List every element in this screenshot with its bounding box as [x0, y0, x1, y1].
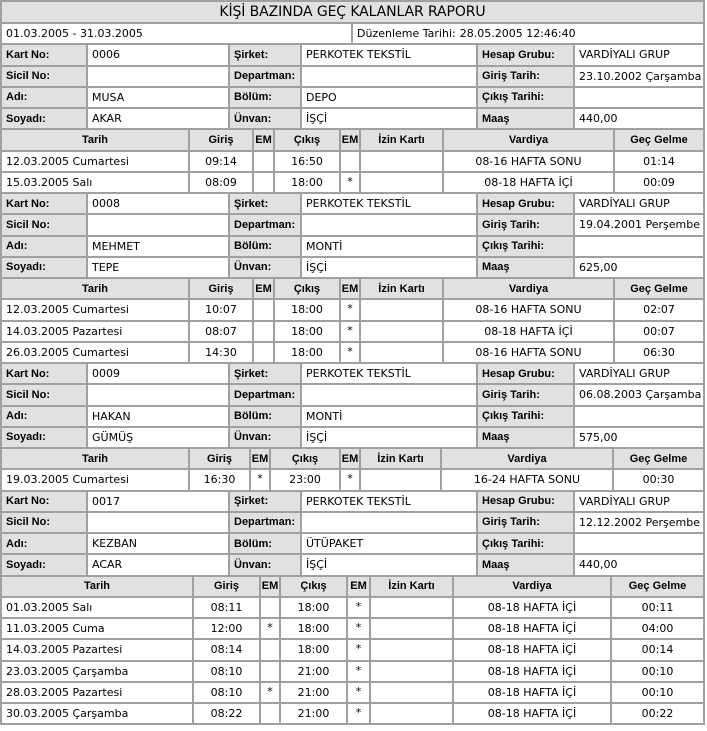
record-check-out-em: * [348, 662, 369, 681]
record-check-in-em [254, 322, 273, 341]
attendance-row [2, 619, 703, 638]
kart-no-label: Kart No: [2, 194, 86, 213]
attendance-header-row [2, 130, 703, 149]
record-check-out-em: * [341, 173, 359, 192]
column-header-tarih: Tarih [2, 130, 188, 149]
adi-value: KEZBAN [88, 534, 228, 553]
hesap-grubu-value: VARDİYALI GRUP [575, 492, 703, 511]
hesap-grubu-label: Hesap Grubu: [478, 364, 573, 383]
record-late-duration: 06:30 [615, 343, 703, 362]
departman-value [302, 67, 476, 86]
sicil-no-value [88, 385, 228, 404]
column-header-gec-gelme: Geç Gelme [614, 449, 703, 468]
record-check-out: 18:00 [281, 619, 346, 638]
record-shift: 08-16 HAFTA SONU [444, 300, 613, 319]
column-header-giris: Giriş [190, 130, 252, 149]
record-date: 01.03.2005 Salı [2, 598, 192, 617]
maas-label: Maaş [478, 109, 573, 128]
employee-info-row [2, 67, 703, 86]
column-header-tarih: Tarih [2, 449, 188, 468]
cikis-tarihi-value [575, 88, 703, 107]
attendance-row [2, 683, 703, 702]
cikis-tarihi-value [575, 534, 703, 553]
hesap-grubu-value: VARDİYALI GRUP [575, 45, 703, 64]
sicil-no-label: Sicil No: [2, 215, 86, 234]
record-check-in-em [261, 704, 279, 723]
unvan-label: Ünvan: [230, 555, 300, 574]
record-check-out: 23:00 [271, 470, 339, 489]
record-check-in-em [254, 300, 273, 319]
record-late-duration: 00:10 [612, 683, 703, 702]
record-check-in: 08:14 [194, 640, 259, 659]
employee-info-row [2, 428, 703, 447]
giris-tarihi-label: Giriş Tarih: [478, 385, 573, 404]
record-check-in: 09:14 [190, 152, 252, 171]
kart-no-label: Kart No: [2, 364, 86, 383]
record-date: 12.03.2005 Cumartesi [2, 152, 188, 171]
giris-tarihi-value: 06.08.2003 Çarşamba [575, 385, 703, 404]
record-check-in: 08:10 [194, 683, 259, 702]
cikis-tarihi-value [575, 407, 703, 426]
adi-label: Adı: [2, 88, 86, 107]
record-check-out: 16:50 [275, 152, 339, 171]
record-late-duration: 01:14 [615, 152, 703, 171]
column-header-cikis-em: EM [348, 577, 369, 596]
attendance-row [2, 640, 703, 659]
bolum-value: ÜTÜPAKET [302, 534, 476, 553]
giris-tarihi-value: 12.12.2002 Perşembe [575, 513, 703, 532]
report-generated-value: 28.05.2005 12:46:40 [459, 27, 576, 41]
record-date: 23.03.2005 Çarşamba [2, 662, 192, 681]
record-check-in-em [261, 662, 279, 681]
record-check-out-em: * [341, 470, 359, 489]
column-header-cikis-em: EM [341, 279, 359, 298]
record-permit-card [361, 470, 440, 489]
record-shift: 16-24 HAFTA SONU [442, 470, 612, 489]
column-header-giris-em: EM [251, 449, 269, 468]
record-check-out-em: * [348, 619, 369, 638]
sirket-label: Şirket: [230, 194, 300, 213]
maas-value: 625,00 [575, 258, 703, 277]
record-permit-card [371, 640, 452, 659]
record-permit-card [371, 598, 452, 617]
report-date-range: 01.03.2005 - 31.03.2005 [2, 24, 351, 43]
cikis-tarihi-label: Çıkış Tarihi: [478, 407, 573, 426]
hesap-grubu-value: VARDİYALI GRUP [575, 364, 703, 383]
soyadi-label: Soyadı: [2, 555, 86, 574]
employee-info-row [2, 385, 703, 404]
column-header-izin-karti: İzin Kartı [361, 449, 440, 468]
column-header-cikis-em: EM [341, 449, 359, 468]
record-check-in: 14:30 [190, 343, 252, 362]
record-late-duration: 00:07 [615, 322, 703, 341]
column-header-izin-karti: İzin Kartı [361, 279, 442, 298]
kart-no-value: 0006 [88, 45, 228, 64]
maas-label: Maaş [478, 428, 573, 447]
record-check-out-em: * [348, 704, 369, 723]
departman-value [302, 385, 476, 404]
record-check-in-em: * [251, 470, 269, 489]
record-check-out: 18:00 [275, 300, 339, 319]
adi-value: MEHMET [88, 237, 228, 256]
record-date: 14.03.2005 Pazartesi [2, 322, 188, 341]
record-check-out: 21:00 [281, 704, 346, 723]
record-check-in: 08:11 [194, 598, 259, 617]
record-check-in: 16:30 [190, 470, 249, 489]
record-late-duration: 02:07 [615, 300, 703, 319]
column-header-vardiya: Vardiya [442, 449, 612, 468]
report-generated [353, 24, 703, 43]
column-header-gec-gelme: Geç Gelme [612, 577, 703, 596]
column-header-tarih: Tarih [2, 279, 188, 298]
employee-info-row [2, 45, 703, 64]
record-permit-card [371, 662, 452, 681]
giris-tarihi-value: 19.04.2001 Perşembe [575, 215, 703, 234]
cikis-tarihi-value [575, 237, 703, 256]
record-date: 11.03.2005 Cuma [2, 619, 192, 638]
record-check-in-em [254, 173, 273, 192]
kart-no-label: Kart No: [2, 492, 86, 511]
employee-info-row [2, 534, 703, 553]
employee-info-row [2, 407, 703, 426]
record-check-in-em [261, 640, 279, 659]
employee-info-row [2, 258, 703, 277]
record-date: 28.03.2005 Pazartesi [2, 683, 192, 702]
maas-value: 440,00 [575, 555, 703, 574]
departman-label: Departman: [230, 215, 300, 234]
record-date: 12.03.2005 Cumartesi [2, 300, 188, 319]
hesap-grubu-label: Hesap Grubu: [478, 492, 573, 511]
record-check-out-em: * [341, 300, 359, 319]
column-header-vardiya: Vardiya [444, 279, 613, 298]
sicil-no-label: Sicil No: [2, 67, 86, 86]
soyadi-label: Soyadı: [2, 258, 86, 277]
soyadi-label: Soyadı: [2, 109, 86, 128]
column-header-vardiya: Vardiya [444, 130, 613, 149]
attendance-row [2, 343, 703, 362]
sicil-no-value [88, 215, 228, 234]
record-check-in-em: * [261, 619, 279, 638]
sicil-no-label: Sicil No: [2, 513, 86, 532]
column-header-tarih: Tarih [2, 577, 192, 596]
record-check-in: 08:07 [190, 322, 252, 341]
record-late-duration: 00:14 [612, 640, 703, 659]
attendance-row [2, 598, 703, 617]
employee-info-row [2, 513, 703, 532]
record-shift: 08-18 HAFTA İÇİ [444, 322, 613, 341]
bolum-value: MONTİ [302, 407, 476, 426]
unvan-value: İŞÇİ [302, 258, 476, 277]
soyadi-label: Soyadı: [2, 428, 86, 447]
hesap-grubu-label: Hesap Grubu: [478, 194, 573, 213]
column-header-giris: Giriş [190, 279, 252, 298]
sicil-no-label: Sicil No: [2, 385, 86, 404]
soyadi-value: GÜMÜŞ [88, 428, 228, 447]
record-check-in-em [254, 152, 273, 171]
departman-label: Departman: [230, 67, 300, 86]
record-shift: 08-18 HAFTA İÇİ [454, 704, 610, 723]
maas-label: Maaş [478, 258, 573, 277]
departman-value [302, 215, 476, 234]
attendance-row [2, 704, 703, 723]
record-check-in: 08:09 [190, 173, 252, 192]
giris-tarihi-label: Giriş Tarih: [478, 513, 573, 532]
attendance-row [2, 173, 703, 192]
record-check-in: 08:22 [194, 704, 259, 723]
employee-info-row [2, 88, 703, 107]
giris-tarihi-label: Giriş Tarih: [478, 67, 573, 86]
adi-value: HAKAN [88, 407, 228, 426]
record-check-in-em: * [261, 683, 279, 702]
cikis-tarihi-label: Çıkış Tarihi: [478, 534, 573, 553]
column-header-izin-karti: İzin Kartı [361, 130, 442, 149]
record-check-out-em [341, 152, 359, 171]
record-check-in-em [261, 598, 279, 617]
record-permit-card [361, 343, 442, 362]
bolum-label: Bölüm: [230, 237, 300, 256]
soyadi-value: ACAR [88, 555, 228, 574]
report-meta-row [2, 24, 703, 43]
employee-info-row [2, 492, 703, 511]
record-permit-card [371, 704, 452, 723]
maas-value: 440,00 [575, 109, 703, 128]
departman-value [302, 513, 476, 532]
departman-label: Departman: [230, 513, 300, 532]
soyadi-value: AKAR [88, 109, 228, 128]
record-late-duration: 00:11 [612, 598, 703, 617]
hesap-grubu-label: Hesap Grubu: [478, 45, 573, 64]
attendance-row [2, 152, 703, 171]
column-header-cikis: Çıkış [271, 449, 339, 468]
record-date: 15.03.2005 Salı [2, 173, 188, 192]
column-header-giris: Giriş [190, 449, 249, 468]
record-shift: 08-18 HAFTA İÇİ [454, 640, 610, 659]
sicil-no-value [88, 67, 228, 86]
record-late-duration: 00:09 [615, 173, 703, 192]
giris-tarihi-label: Giriş Tarih: [478, 215, 573, 234]
column-header-giris-em: EM [254, 130, 273, 149]
bolum-label: Bölüm: [230, 88, 300, 107]
record-permit-card [361, 300, 442, 319]
record-check-out-em: * [348, 598, 369, 617]
record-check-out: 18:00 [281, 640, 346, 659]
adi-label: Adı: [2, 534, 86, 553]
record-check-out-em: * [341, 322, 359, 341]
report-title-row [2, 2, 703, 22]
record-shift: 08-18 HAFTA İÇİ [454, 683, 610, 702]
employee-info-row [2, 555, 703, 574]
employee-info-row [2, 194, 703, 213]
column-header-cikis: Çıkış [275, 279, 339, 298]
bolum-label: Bölüm: [230, 534, 300, 553]
record-permit-card [361, 152, 442, 171]
record-permit-card [361, 322, 442, 341]
record-late-duration: 00:22 [612, 704, 703, 723]
sirket-label: Şirket: [230, 45, 300, 64]
attendance-header-row [2, 449, 703, 468]
column-header-gec-gelme: Geç Gelme [615, 279, 703, 298]
record-shift: 08-18 HAFTA İÇİ [454, 662, 610, 681]
record-check-out: 21:00 [281, 683, 346, 702]
record-date: 14.03.2005 Pazartesi [2, 640, 192, 659]
employee-info-row [2, 237, 703, 256]
record-check-out: 21:00 [281, 662, 346, 681]
bolum-value: MONTİ [302, 237, 476, 256]
adi-value: MUSA [88, 88, 228, 107]
soyadi-value: TEPE [88, 258, 228, 277]
column-header-gec-gelme: Geç Gelme [615, 130, 703, 149]
unvan-label: Ünvan: [230, 109, 300, 128]
record-check-out-em: * [348, 640, 369, 659]
unvan-value: İŞÇİ [302, 555, 476, 574]
sirket-label: Şirket: [230, 364, 300, 383]
column-header-giris-em: EM [261, 577, 279, 596]
report-title: KİŞİ BAZINDA GEÇ KALANLAR RAPORU [2, 2, 703, 22]
column-header-giris-em: EM [254, 279, 273, 298]
adi-label: Adı: [2, 407, 86, 426]
record-date: 26.03.2005 Cumartesi [2, 343, 188, 362]
record-shift: 08-16 HAFTA SONU [444, 343, 613, 362]
cikis-tarihi-label: Çıkış Tarihi: [478, 88, 573, 107]
departman-label: Departman: [230, 385, 300, 404]
record-permit-card [371, 683, 452, 702]
attendance-row [2, 470, 703, 489]
unvan-label: Ünvan: [230, 258, 300, 277]
record-late-duration: 04:00 [612, 619, 703, 638]
employee-info-row [2, 215, 703, 234]
kart-no-value: 0009 [88, 364, 228, 383]
record-permit-card [361, 173, 442, 192]
unvan-value: İŞÇİ [302, 428, 476, 447]
unvan-value: İŞÇİ [302, 109, 476, 128]
giris-tarihi-value: 23.10.2002 Çarşamba [575, 67, 703, 86]
employee-info-row [2, 364, 703, 383]
record-check-in: 10:07 [190, 300, 252, 319]
attendance-header-row [2, 279, 703, 298]
attendance-row [2, 662, 703, 681]
sirket-label: Şirket: [230, 492, 300, 511]
cikis-tarihi-label: Çıkış Tarihi: [478, 237, 573, 256]
sirket-value: PERKOTEK TEKSTİL [302, 45, 476, 64]
record-shift: 08-18 HAFTA İÇİ [454, 619, 610, 638]
bolum-value: DEPO [302, 88, 476, 107]
sirket-value: PERKOTEK TEKSTİL [302, 492, 476, 511]
record-check-in-em [254, 343, 273, 362]
kart-no-value: 0008 [88, 194, 228, 213]
column-header-giris: Giriş [194, 577, 259, 596]
sicil-no-value [88, 513, 228, 532]
record-shift: 08-16 HAFTA SONU [444, 152, 613, 171]
record-check-out: 18:00 [275, 343, 339, 362]
maas-value: 575,00 [575, 428, 703, 447]
hesap-grubu-value: VARDİYALI GRUP [575, 194, 703, 213]
employee-info-row [2, 109, 703, 128]
sirket-value: PERKOTEK TEKSTİL [302, 364, 476, 383]
column-header-izin-karti: İzin Kartı [371, 577, 452, 596]
attendance-header-row [2, 577, 703, 596]
record-check-out: 18:00 [275, 173, 339, 192]
unvan-label: Ünvan: [230, 428, 300, 447]
kart-no-value: 0017 [88, 492, 228, 511]
record-check-in: 08:10 [194, 662, 259, 681]
kart-no-label: Kart No: [2, 45, 86, 64]
adi-label: Adı: [2, 237, 86, 256]
report-generated-label: Düzenleme Tarihi: [357, 27, 456, 41]
attendance-row [2, 322, 703, 341]
record-date: 19.03.2005 Cumartesi [2, 470, 188, 489]
record-shift: 08-18 HAFTA İÇİ [444, 173, 613, 192]
record-check-out-em: * [341, 343, 359, 362]
maas-label: Maaş [478, 555, 573, 574]
record-check-out: 18:00 [275, 322, 339, 341]
record-shift: 08-18 HAFTA İÇİ [454, 598, 610, 617]
column-header-cikis: Çıkış [275, 130, 339, 149]
record-date: 30.03.2005 Çarşamba [2, 704, 192, 723]
record-late-duration: 00:30 [614, 470, 703, 489]
record-check-out: 18:00 [281, 598, 346, 617]
column-header-cikis-em: EM [341, 130, 359, 149]
record-late-duration: 00:10 [612, 662, 703, 681]
record-check-out-em: * [348, 683, 369, 702]
sirket-value: PERKOTEK TEKSTİL [302, 194, 476, 213]
column-header-cikis: Çıkış [281, 577, 346, 596]
bolum-label: Bölüm: [230, 407, 300, 426]
record-permit-card [371, 619, 452, 638]
attendance-row [2, 300, 703, 319]
record-check-in: 12:00 [194, 619, 259, 638]
column-header-vardiya: Vardiya [454, 577, 610, 596]
